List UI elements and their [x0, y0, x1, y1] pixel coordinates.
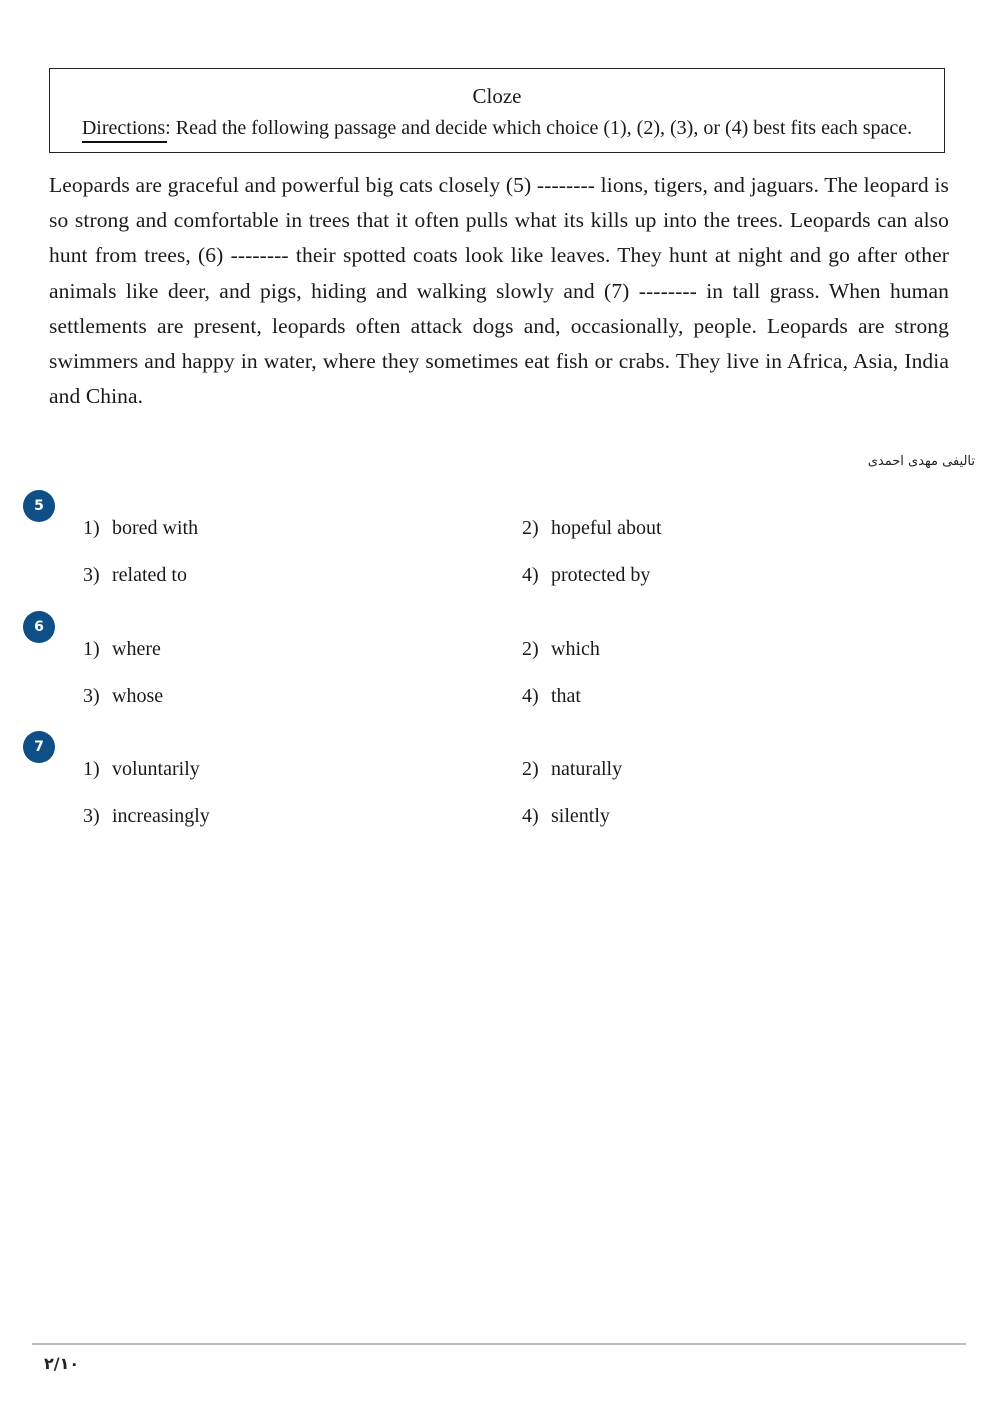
question-6-option-4[interactable]: [522, 683, 581, 709]
option-number: 4): [522, 805, 539, 827]
option-number: 4): [522, 564, 539, 586]
option-number: 3): [83, 805, 100, 827]
question-5-badge: 5: [23, 490, 55, 522]
question-5-option-1[interactable]: [83, 515, 198, 541]
option-number: 3): [83, 564, 100, 586]
question-6-option-2[interactable]: [522, 636, 600, 662]
question-7-option-2[interactable]: [522, 756, 622, 782]
option-text: protected by: [551, 564, 651, 586]
directions-label: Directions:: [81, 117, 171, 139]
option-text: which: [551, 638, 600, 660]
option-text: hopeful about: [551, 517, 662, 539]
directions-box: [49, 68, 945, 153]
option-text: that: [551, 685, 581, 707]
question-7-option-1[interactable]: [83, 756, 200, 782]
question-7-option-4[interactable]: [522, 803, 610, 829]
page-number: ۲/۱۰: [44, 1354, 80, 1373]
option-number: 2): [522, 517, 539, 539]
option-text: related to: [112, 564, 187, 586]
option-number: 2): [522, 638, 539, 660]
option-text: whose: [112, 685, 164, 707]
option-number: 1): [83, 758, 100, 780]
option-text: naturally: [551, 758, 623, 780]
author-credit: تالیفی مهدی احمدی: [867, 454, 975, 469]
question-5-option-4[interactable]: [522, 562, 650, 588]
question-5-option-3[interactable]: [83, 562, 187, 588]
option-text: silently: [551, 805, 610, 827]
option-number: 4): [522, 685, 539, 707]
question-6-badge: 6: [23, 611, 55, 643]
question-5-option-2[interactable]: [522, 515, 662, 541]
question-7-badge: 7: [23, 731, 55, 763]
option-text: bored with: [112, 517, 199, 539]
option-text: where: [112, 638, 161, 660]
cloze-passage: Leopards are graceful and powerful big cats closely (5) -------- lions, tigers, and jaguars. The leopard is so strong and comfortable in trees that it often pulls what its kills up into the trees. Leopards can also hunt from trees, (6) -------- their spotted coats look like leaves. They hunt at night and go after other animals like deer, and pigs, hiding and walking slowly and (7) -------- in tall grass. When human settlements are present, leopards often attack dogs and, occasionally, people. Leopards are strong swimmers and happy in water, where they sometimes eat fish or crabs. They live in Africa, Asia, India and China.: [49, 173, 949, 409]
option-text: voluntarily: [112, 758, 200, 780]
question-6-option-3[interactable]: [83, 683, 163, 709]
section-title: Cloze: [472, 84, 522, 108]
footer-rule: [32, 1343, 966, 1345]
directions-text: Read the following passage and decide which choice (1), (2), (3), or (4) best fits each space.: [170, 117, 913, 139]
option-number: 2): [522, 758, 539, 780]
question-6-option-1[interactable]: [83, 636, 161, 662]
question-7-option-3[interactable]: [83, 803, 210, 829]
option-number: 1): [83, 638, 100, 660]
option-number: 1): [83, 517, 100, 539]
directions-line: [50, 115, 944, 141]
option-text: increasingly: [112, 805, 210, 827]
option-number: 3): [83, 685, 100, 707]
